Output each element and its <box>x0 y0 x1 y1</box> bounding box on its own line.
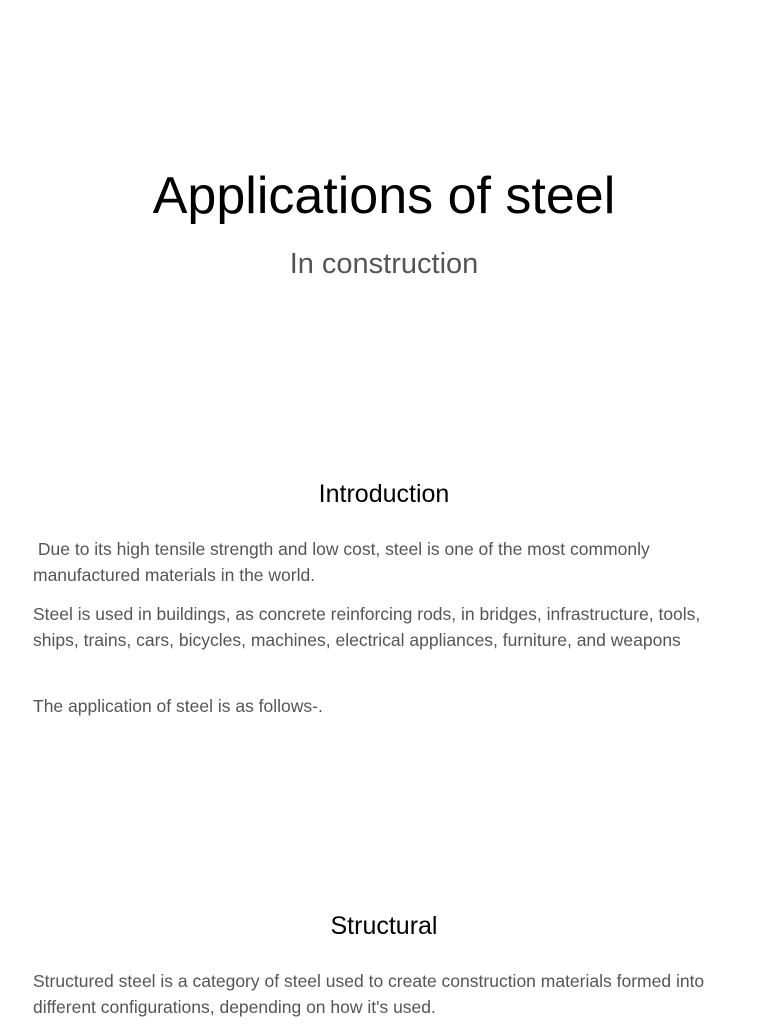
document-title: Applications of steel <box>152 167 616 225</box>
introduction-paragraph: The application of steel is as follows-. <box>33 696 323 716</box>
introduction-paragraph: Due to its high tensile strength and low cost, steel is one of the most commonly manufactured materials in the world. <box>33 539 655 585</box>
introduction-paragraph: Steel is used in buildings, as concrete reinforcing rods, in bridges, infrastructure, tools, ships, trains, cars, bicycles, machines, electrical appliances, furniture, and weapons <box>33 604 706 650</box>
structural-paragraph: Structured steel is a category of steel used to create construction materials formed into different configurations, depending on how it's used. <box>33 971 710 1017</box>
title-slide <box>0 0 768 420</box>
introduction-heading: Introduction <box>318 480 450 508</box>
structural-heading: Structural <box>330 912 438 940</box>
document-subtitle: In construction <box>289 248 479 280</box>
